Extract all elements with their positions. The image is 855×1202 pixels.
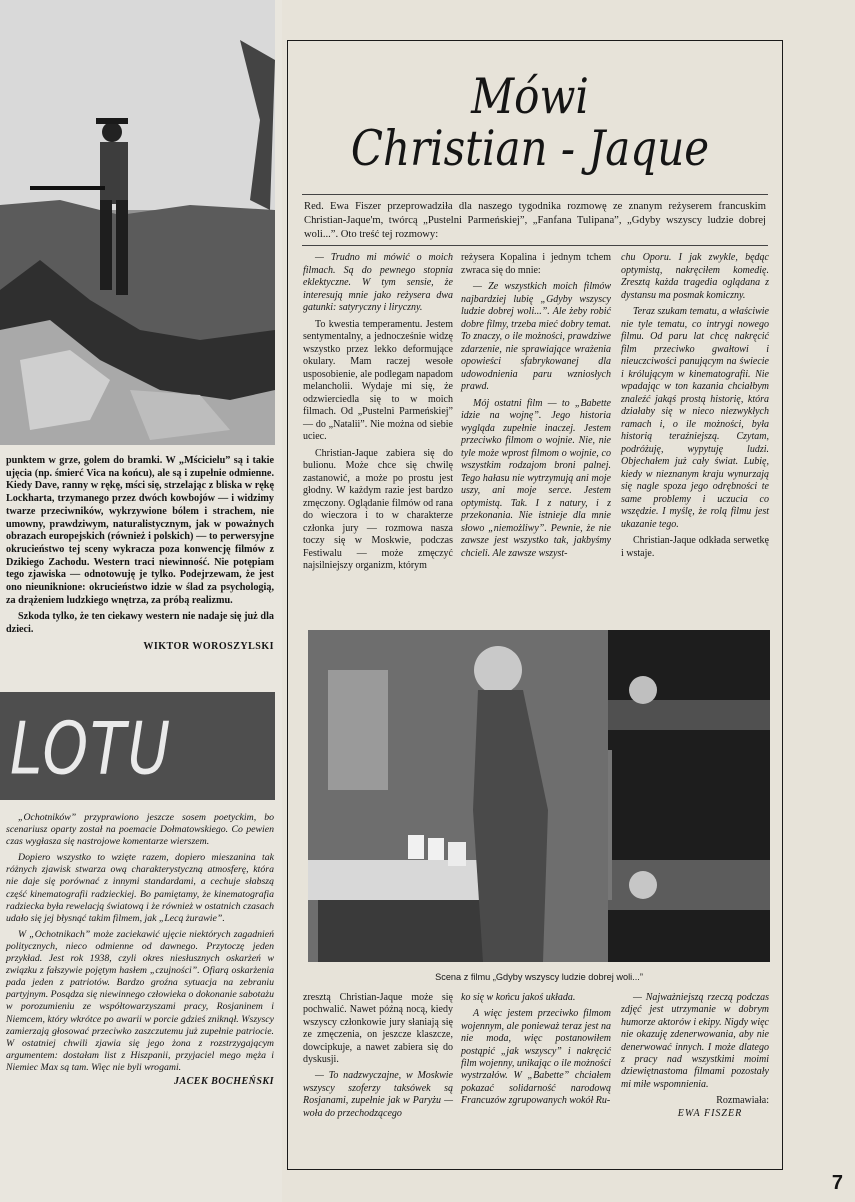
bottom1-paragraph: — To nadzwyczajne, w Moskwie wszyscy szoferzy taksówek są Rosjanami, zupełnie jak w Paryżu — woła do przechodzącego [303, 1070, 453, 1119]
bottom-column-3 [621, 992, 769, 1120]
col1-paragraph: To kwestia temperamentu. Jestem sentymentalny, a jednocześnie widzę wszystko przez lekko deformujące okulary. Mam raczej wesołe usposobienie, ale podlegam napadom melancholii. Wydaje mi się, że odzwierciedla się to w moich filmach. Od „Pustelni Parmeńskiej” — do „Natalii”. Nie można od siebie uciec. [303, 318, 453, 442]
interview-column-1 [303, 252, 453, 577]
interview-column-2 [461, 252, 611, 564]
col2-paragraph: Mój ostatni film — to „Babette idzie na wojnę”. Jego historia wygląda zupełnie inaczej. Jestem przeciwko filmom o wojnie. Nie, nie tyle może wprost filmom o wojnie, co wszystkim rodzajom broni palnej. Tego hałasu nie wytrzymują ani moje uszy, ani moje serce. Jestem optymistą. Tak. I z natury, i z przekonania. Nie istnieje dla mnie słowo „niemożliwy”. Pewnie, że nie zawsze jest wszystko tak, jakbyśmy chcieli. Ale zawsze wszyst- [461, 397, 611, 559]
col1-paragraph: — Trudno mi mówić o moich filmach. Są do pewnego stopnia eklektyczne. W tym sensie, że interesują mnie jako reżysera dwa gatunki: satyryczny i liryczny. [303, 252, 453, 313]
signoff-name: EWA FISZER [677, 1107, 743, 1119]
signoff-label: Rozmawiała: [716, 1095, 769, 1107]
review-author: WIKTOR WOROSZYLSKI [143, 640, 274, 652]
bottom2-paragraph: A więc jestem przeciwko filmom wojennym, ale ponieważ teraz jest na nie moda, więc postanowiłem postąpić „jak wszyscy” i nakręcić film wojenny, unikając o ile możności wystrzałów. W „Babette” chciałem pokazać solidarność narodową Francuzów zgrupowanych wokół Ru- [461, 1008, 611, 1107]
bottom2-paragraph: ko się w końcu jakoś układa. [461, 992, 576, 1003]
review-paragraph: punktem w grze, golem do bramki. W „Mścicielu” są i takie ujęcia (np. śmierć Vica na końcu), ale są i zupełnie odmienne. Kiedy Dave, ranny w rękę, mści się, strzelając z bliska w rękę Lockharta, trzymanego przez dwóch kowbojów — i widzimy twarze przeciwników, wykrzywione bólem i strachem, nie umowny, prawdziwym, naturalistycznym, jak w poważnych obrazach europejskich (również i polskich) — to perwersyjne okrucieństwo tej sceny wykracza poza konwencję filmów z Dzikiego Zachodu. Western traci niewinność. Nie potępiam tego zjawiska — odnotowuję je tylko. Podejrzewam, że jest ono nieuniknione: okrucieństwo idzie w ślad za psychologią, za drążeniem ludzkiego wnętrza, za próbą realizmu. [6, 455, 274, 606]
lead-rule [302, 245, 768, 246]
review-paragraph: Szkoda tylko, że ten ciekawy western nie nadaje się już dla dzieci. [6, 611, 274, 636]
bottom1-paragraph: zresztą Christian-Jaque może się pochwalić. Nawet późną nocą, kiedy wszyscy członkowie jury słaniają się ze zmęczenia, on jeszcze klaszcze, dowcipkuje, a nawet zabiera się do dyskusji. [303, 992, 453, 1066]
article2-text [6, 812, 274, 1088]
western-photo [0, 0, 275, 445]
title-line-2: Christian - Jaque [350, 120, 710, 177]
col1-paragraph: Christian-Jaque zabiera się do bulionu. Może chce się chwilę zastanowić, a może po prostu jest głodny. W każdym razie jest bardzo zmęczony. Oglądanie filmów od rana do wieczora i to w charakterze członka jury — rozmowa nasza toczy się w Moskwie, podczas Festiwalu — może zmęczyć najsilniejszy organizm, którym [303, 447, 453, 571]
western-cowboy-image [0, 0, 275, 445]
page-number: 7 [831, 1172, 843, 1194]
left-column [0, 0, 282, 1202]
col3-paragraph: Teraz szukam tematu, a właściwie nie tyle tematu, co intrygi nowego filmu. Od paru lat chcę nakręcić film przeciwko gwałtowi i nieuczciwości panującym na świecie i królującym w kinematografii. Nie wpadając w ton kazania chciałbym znaleźć jakąś prostą historię, która działaby się w nieco niezwykłych ramach i, o ile możności, była historią teraźniejszą. Czytam, podróżuję, wypytuję ludzi. Objechałem już cały świat. Lubię, kiedy w nieznanym kraju wynurzają się nagle spoza jego odrębności te same problemy i uczucia co wszędzie. I myślę, że rolą filmu jest ukazanie tego. [621, 306, 769, 530]
col2-paragraph: — Ze wszystkich moich filmów najbardziej lubię „Gdyby wszyscy ludzie dobrej woli...”. Ale żeby robić dobre filmy, trzeba mieć dobry temat. To znaczy, o ile możności, prawdziwe zdarzenie, nie sprawiające wrażenia opowieści sfabrykowanej dla udowodnienia paru wzniosłych prawd. [461, 281, 611, 392]
film-caption: Scena z filmu „Gdyby wszyscy ludzie dobrej woli...” [435, 972, 643, 982]
col2-paragraph: reżysera Kopalina i jednym tchem zwraca się do mnie: [461, 252, 611, 276]
film-still [308, 630, 770, 962]
banner-word: LOTU [10, 706, 173, 791]
review-text [6, 455, 274, 654]
film-scene-image [308, 630, 770, 962]
article2-paragraph: W „Ochotnikach” może zaciekawić ujęcie niektórych zagadnień politycznych, nieco odmienne od dawnego. Przytoczę jeden przykład. Jest rok 1938, czyli okres niesłusznych oskarżeń w związku z fałszywie pojętym hasłem „czujności”. Ofiarą oskarżenia pada jeden z patriotów. Bardzo groźna sytuacja na zebraniu partyjnym. Posądza się niewinnego człowieka o dokonanie sabotażu w porozumieniu ze współtowarzyszami pracy, Rosjaninem i Niemcem, który wkrótce po awarii w porcie gdzieś zniknął. Wszyscy zamierzają głosować przeciwko zaszczutemu już zupełnie patriocie. W ostatniej chwili zjawia się jego żona z rozstrzygającym argumentem: dostałam list z Hiszpanii, przyjaciel mego męża i Niemiec Max są tam. Więc nie byli wrogami. [6, 928, 274, 1073]
article2-paragraph: Dopiero wszystko to wzięte razem, dopiero mieszanina tak różnych zjawisk stwarza ową charakterystyczną atmosferę, która nie daje się porównać z innymi standardami, a cechuje słabszą część kinematografii radzieckiej. Bo pamiętamy, że kinematografia radziecka była rewelacją światową i że również w ostatnich czasach udało się jej błysnąć takim filmem, jak „Lecą żurawie”. [6, 852, 274, 924]
col3-paragraph: Christian-Jaque odkłada serwetkę i wstaje. [621, 535, 769, 559]
interview-column-3 [621, 252, 769, 564]
bottom-column-2 [461, 992, 611, 1112]
lead-paragraph: Red. Ewa Fiszer przeprowadziła dla naszego tygodnika rozmowę ze znanym reżyserem francuskim Christian-Jaque'm, twórcą „Pustelni Parmeńskiej”, „Fanfana Tulipana”, „Gdyby wszyscy ludzie dobrej woli...”. Oto treść tej rozmowy: [304, 201, 766, 240]
article2-author: JACEK BOCHEŃSKI [173, 1075, 274, 1087]
lotu-banner [0, 692, 275, 800]
bottom-column-1 [303, 992, 453, 1124]
col3-paragraph: chu Oporu. I jak zwykle, będąc optymistą, nakręciłem komedię. Zresztą każda tragedia oglądana z dystansu ma posmak komiczny. [621, 252, 769, 301]
title-line-1: Mówi [471, 68, 589, 125]
article2-paragraph: „Ochotników” przyprawiono jeszcze sosem poetyckim, bo scenariusz oparty został na poemacie Dołmatowskiego. Co pewien czas wygłasza się nastrojowe komentarze wierszem. [6, 812, 274, 848]
bottom3-paragraph: — Najważniejszą rzeczą podczas zdjęć jest utrzymanie w dobrym humorze aktorów i ekipy. Nigdy więc nie okazuję zdenerwowania, aby nie denerwować innych. I może dlatego z pracy nad wszystkimi moimi dziewiętnastoma filmami pozostały mi miłe wspomnienia. [621, 992, 769, 1090]
interview-title [300, 68, 760, 177]
